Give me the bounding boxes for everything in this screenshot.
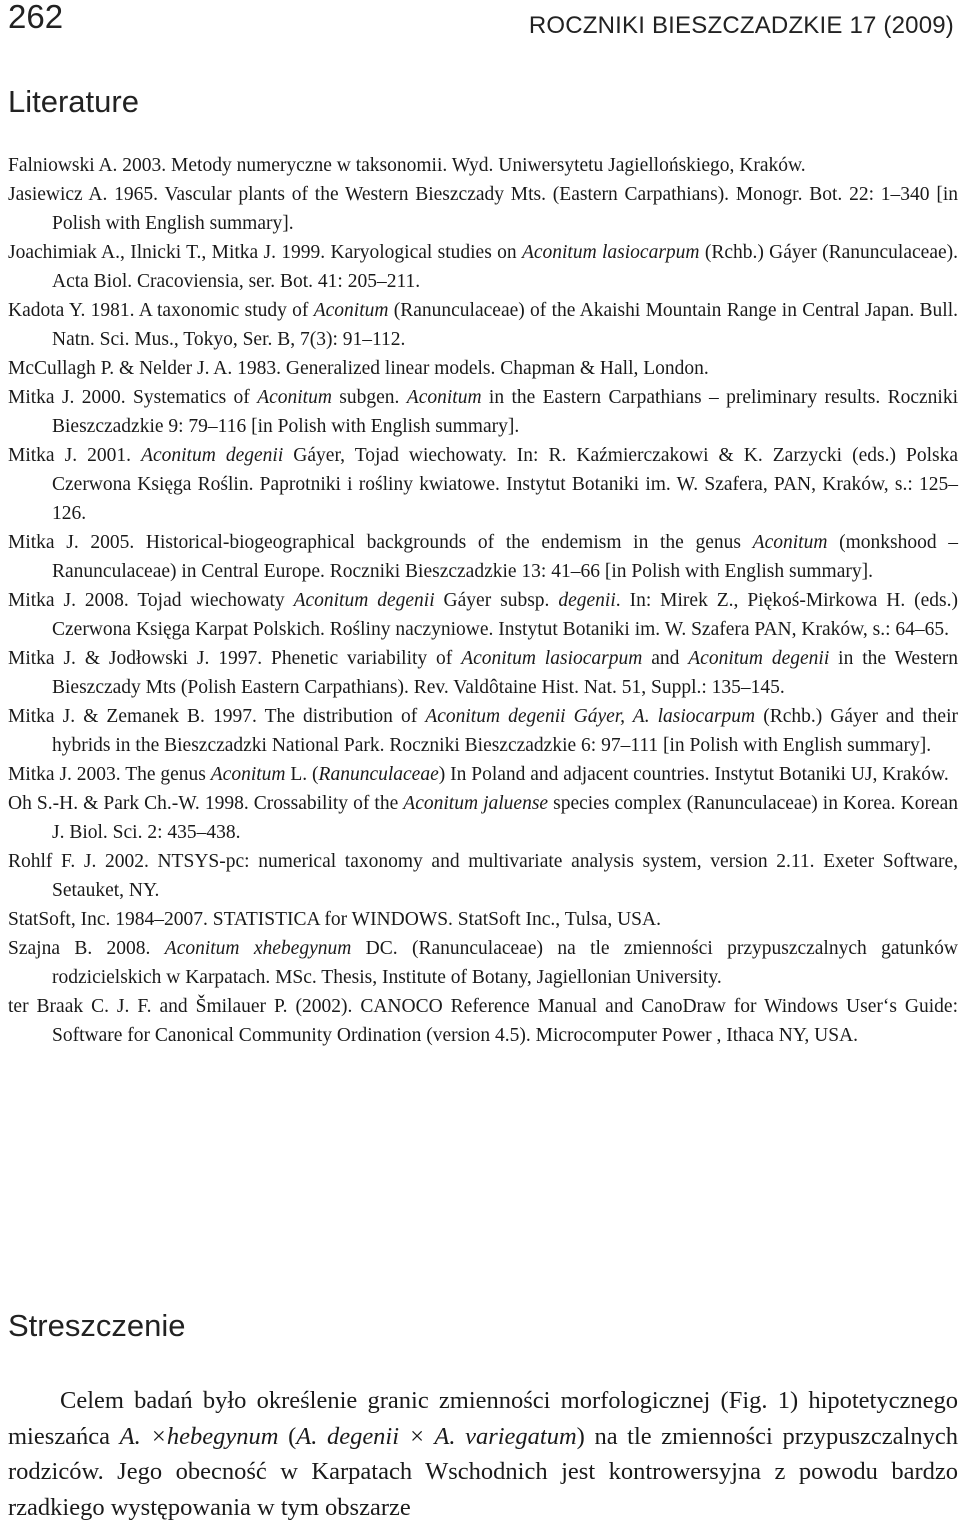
italic-taxon: Aconitum degenii: [141, 445, 284, 466]
reference-entry: [8, 383, 958, 441]
text-run: (: [278, 1422, 297, 1450]
text-run: Kadota Y. 1981. A taxonomic study of: [8, 300, 314, 321]
text-run: and: [642, 648, 689, 669]
text-run: . In: Mirek Z., Piękoś-Mirkowa H. (eds.) Czerwona Księga Karpat Polskich. Rośliny naczyniowe. Instytut Botaniki im. W. Szafera PAN, Kraków, s.: 64–65.: [52, 590, 958, 640]
reference-entry: [8, 789, 958, 847]
italic-taxon: Aconitum degenii: [688, 648, 830, 669]
text-run: Mitka J. & Jodłowski J. 1997. Phenetic variability of: [8, 648, 462, 669]
reference-entry: [8, 528, 958, 586]
italic-taxon: Aconitum: [313, 300, 389, 321]
page-number: 262: [8, 0, 64, 35]
text-run: Mitka J. 2000. Systematics of: [8, 387, 258, 408]
text-run: Falniowski A. 2003. Metody numeryczne w taksonomii. Wyd. Uniwersytetu Jagiellońskiego, Kraków.: [8, 155, 806, 176]
text-run: subgen.: [331, 387, 407, 408]
text-run: (Rchb.) Gáyer and their hybrids in the Bieszczadzki National Park. Roczniki Bieszczadzkie 6: 97–111 [in Polish with English summary].: [52, 706, 958, 756]
text-run: Joachimiak A., Ilnicki T., Mitka J. 1999. Karyological studies on: [8, 242, 522, 263]
text-run: Mitka J. & Zemanek B. 1997. The distribution of: [8, 706, 426, 727]
text-run: (monkshood – Ranunculaceae) in Central Europe. Roczniki Bieszczadzkie 13: 41–66 [in Polish with English summary].: [52, 532, 958, 582]
italic-taxon: Aconitum jaluense: [403, 793, 549, 814]
text-run: ter Braak C. J. F. and Šmilauer P. (2002). CANOCO Reference Manual and CanoDraw for Windows User‘s Guide: Software for Canonical Community Ordination (version 4.5). Microcomputer Power , Ithaca NY, USA.: [8, 996, 958, 1046]
text-run: (Ranunculaceae) of the Akaishi Mountain Range in Central Japan. Bull. Natn. Sci. Mus., Tokyo, Ser. B, 7(3): 91–112.: [52, 300, 958, 350]
reference-entry: [8, 905, 958, 934]
italic-taxon: Aconitum: [406, 387, 482, 408]
italic-taxon: A. ×hebegynum: [119, 1422, 279, 1450]
text-run: ) na tle zmienności przypuszczalnych rodziców. Jego obecność w Karpatach Wschodnich jest kontrowersyjna z powodu bardzo rzadkiego występowania w tym obszarze: [8, 1422, 958, 1521]
reference-entry: [8, 180, 958, 238]
running-head: ROCZNIKI BIESZCZADZKIE 17 (2009): [528, 12, 954, 39]
text-run: L. (: [285, 764, 319, 785]
italic-taxon: A. degenii × A. variegatum: [296, 1422, 577, 1450]
italic-taxon: Aconitum lasiocarpum: [521, 242, 700, 263]
reference-entry: [8, 992, 958, 1050]
reference-entry: [8, 151, 958, 180]
reference-entry: [8, 586, 958, 644]
text-run: in the Western Bieszczady Mts (Polish Eastern Carpathians). Rev. Valdôtaine Hist. Nat. 51, Suppl.: 135–145.: [52, 648, 958, 698]
text-run: Celem badań było określenie granic zmienności morfologicznej (Fig. 1) hipotetycznego mieszańca: [8, 1387, 958, 1450]
text-run: McCullagh P. & Nelder J. A. 1983. Generalized linear models. Chapman & Hall, London.: [8, 358, 709, 379]
reference-entry: [8, 296, 958, 354]
text-run: Rohlf F. J. 2002. NTSYS-pc: numerical taxonomy and multivariate analysis system, version 2.11. Exeter Software, Setauket, NY.: [8, 851, 958, 901]
text-run: Mitka J. 2001.: [8, 445, 142, 466]
text-run: Mitka J. 2003. The genus: [8, 764, 211, 785]
reference-entry: [8, 354, 958, 383]
reference-entry: [8, 847, 958, 905]
italic-taxon: Aconitum lasiocarpum: [461, 648, 643, 669]
reference-entry: [8, 441, 958, 528]
italic-taxon: Aconitum: [752, 532, 828, 553]
summary-paragraph: [8, 1383, 958, 1525]
text-run: Jasiewicz A. 1965. Vascular plants of the Western Bieszczady Mts. (Eastern Carpathians). Monogr. Bot. 22: 1–340 [in Polish with English summary].: [8, 184, 958, 234]
text-run: Szajna B. 2008.: [8, 938, 165, 959]
text-run: Oh S.-H. & Park Ch.-W. 1998. Crossability of the: [8, 793, 404, 814]
text-run: Mitka J. 2008. Tojad wiechowaty: [8, 590, 294, 611]
reference-entry: [8, 238, 958, 296]
literature-title: Literature: [8, 84, 139, 119]
italic-taxon: Aconitum: [210, 764, 286, 785]
text-run: ) In Poland and adjacent countries. Instytut Botaniki UJ, Kraków.: [438, 764, 949, 785]
text-run: species complex (Ranunculaceae) in Korea. Korean J. Biol. Sci. 2: 435–438.: [52, 793, 958, 843]
italic-taxon: Aconitum: [257, 387, 332, 408]
reference-entry: [8, 760, 958, 789]
italic-taxon: Aconitum degenii Gáyer, A. lasiocarpum: [425, 706, 756, 727]
italic-taxon: Aconitum degenii: [293, 590, 435, 611]
text-run: (Rchb.) Gáyer (Ranunculaceae). Acta Biol. Cracoviensia, ser. Bot. 41: 205–211.: [52, 242, 958, 292]
reference-entry: [8, 644, 958, 702]
text-run: Gáyer, Tojad wiechowaty. In: R. Kaźmierczakowi & K. Zarzycki (eds.) Polska Czerwona Księga Roślin. Paprotniki i rośliny kwiatowe. Instytut Botaniki im. W. Szafera, PAN, Kraków, s.: 125–126.: [52, 445, 958, 524]
reference-list: [8, 151, 958, 1050]
text-run: Gáyer subsp.: [434, 590, 559, 611]
text-run: DC. (Ranunculaceae) na tle zmienności przypuszczalnych gatunków rodzicielskich w Karpatach. MSc. Thesis, Institute of Botany, Jagiellonian University.: [52, 938, 959, 988]
text-run: in the Eastern Carpathians – preliminary results. Roczniki Bieszczadzkie 9: 79–116 [in Polish with English summary].: [52, 387, 959, 437]
text-run: StatSoft, Inc. 1984–2007. STATISTICA for WINDOWS. StatSoft Inc., Tulsa, USA.: [8, 909, 661, 930]
italic-taxon: Aconitum xhebegynum: [164, 938, 352, 959]
reference-entry: [8, 702, 958, 760]
text-run: Mitka J. 2005. Historical-biogeographical backgrounds of the endemism in the genus: [8, 532, 753, 553]
italic-taxon: Ranunculaceae: [318, 764, 439, 785]
reference-entry: [8, 934, 958, 992]
summary-title: Streszczenie: [8, 1308, 186, 1343]
italic-taxon: degenii: [558, 590, 616, 611]
